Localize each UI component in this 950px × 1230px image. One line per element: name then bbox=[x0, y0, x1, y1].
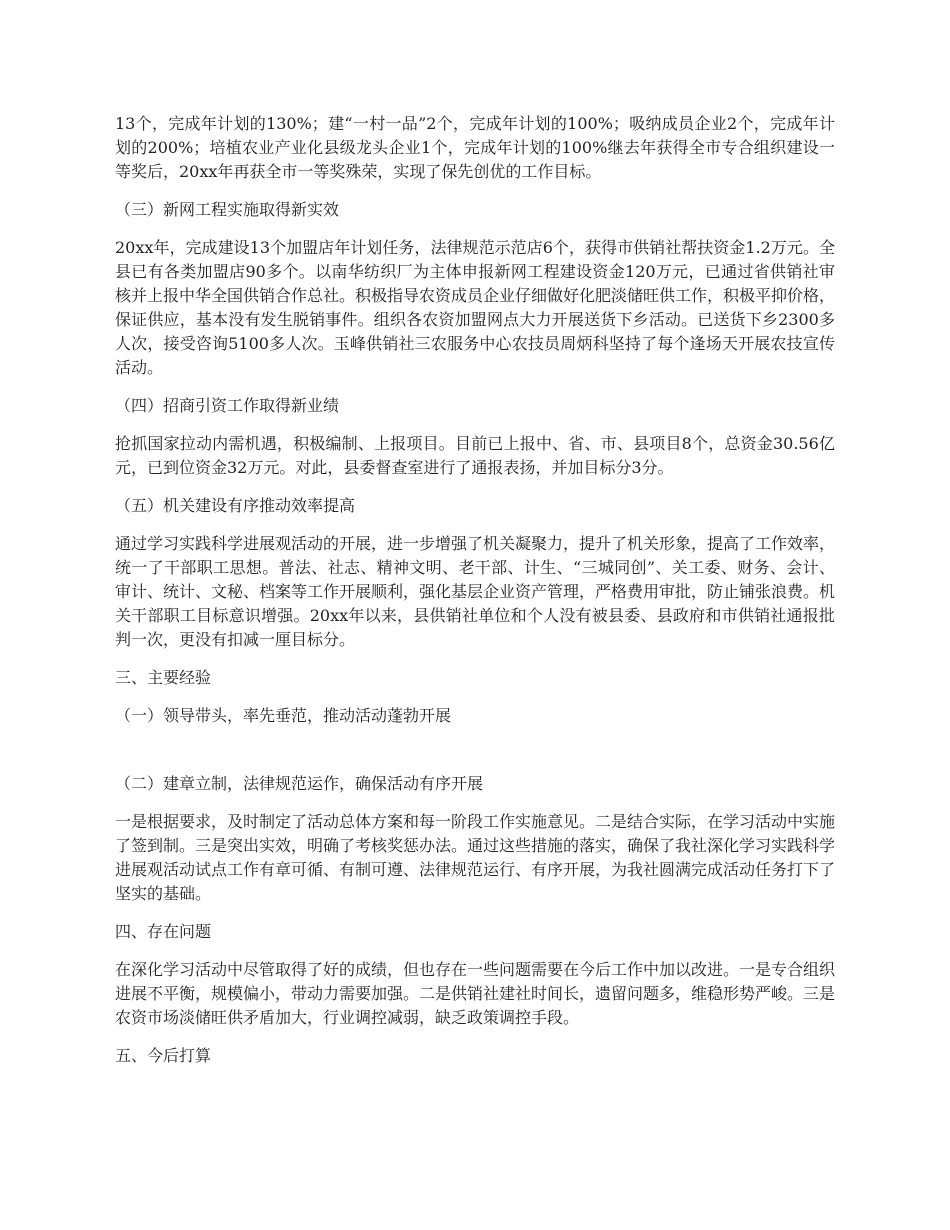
document-page bbox=[115, 112, 835, 1082]
heading-existing-problems: 四、存在问题 bbox=[115, 922, 212, 941]
paragraph-existing-problems: 在深化学习活动中尽管取得了好的成绩，但也存在一些问题需要在今后工作中加以改进。一是专合组织进展不平衡，规模偏小，带动力需要加强。二是供销社建社时间长，遗留问题多，维稳形势严峻。三是农资市场淡储旺供矛盾加大，行业调控减弱，缺乏政策调控手段。 bbox=[115, 960, 836, 1027]
paragraph-rules-system: 一是根据要求，及时制定了活动总体方案和每一阶段工作实施意见。二是结合实际，在学习活动中实施了签到制。三是突出实效，明确了考核奖惩办法。通过这些措施的落实，确保了我社深化学习实践科学进展观活动试点工作有章可循、有制可遵、法律规范运行、有序开展，为我社圆满完成活动任务打下了坚实的基础。 bbox=[115, 812, 836, 903]
blank-gap bbox=[115, 742, 835, 772]
heading-leadership-example: （一）领导带头，率先垂范，推动活动蓬勃开展 bbox=[115, 706, 452, 725]
paragraph-new-network-project: 20xx年，完成建设13个加盟店年计划任务，法律规范示范店6个，获得市供销社帮扶资金1.2万元。全县已有各类加盟店90多个。以南华纺织厂为主体申报新网工程建设资金120万元，已通过省供销社审核并上报中华全国供销合作总社。积极指导农资成员企业仔细做好化肥淡储旺供工作，积极平抑价格，保证供应，基本没有发生脱销事件。组织各农资加盟网点大力开展送货下乡活动。已送货下乡2300多人次，接受咨询5100多人次。玉峰供销社三农服务中心农技员周炳科坚持了每个逢场天开展农技宣传活动。 bbox=[115, 238, 836, 377]
heading-rules-system: （二）建章立制，法律规范运作，确保活动有序开展 bbox=[115, 774, 484, 793]
heading-investment-attraction: （四）招商引资工作取得新业绩 bbox=[115, 396, 340, 415]
heading-office-construction: （五）机关建设有序推动效率提高 bbox=[115, 496, 356, 515]
heading-future-plans: 五、今后打算 bbox=[115, 1046, 212, 1065]
heading-main-experience: 三、主要经验 bbox=[115, 668, 212, 687]
paragraph-office-construction: 通过学习实践科学进展观活动的开展，进一步增强了机关凝聚力，提升了机关形象，提高了工作效率，统一了干部职工思想。普法、社志、精神文明、老干部、计生、“三城同创”、关工委、财务、会计、审计、统计、文秘、档案等工作开展顺利，强化基层企业资产管理，严格费用审批，防止铺张浪费。机关干部职工目标意识增强。20xx年以来，县供销社单位和个人没有被县委、县政府和市供销社通报批判一次，更没有扣减一厘目标分。 bbox=[115, 534, 836, 649]
paragraph-investment-attraction: 抢抓国家拉动内需机遇，积极编制、上报项目。目前已上报中、省、市、县项目8个，总资金30.56亿元，已到位资金32万元。对此，县委督查室进行了通报表扬，并加目标分3分。 bbox=[115, 434, 835, 477]
paragraph-plan-completion: 13个，完成年计划的130%；建“一村一品”2个，完成年计划的100%；吸纳成员企业2个，完成年计划的200%；培植农业产业化县级龙头企业1个，完成年计划的100%继去年获得全市专合组织建设一等奖后，20xx年再获全市一等奖殊荣，实现了保先创优的工作目标。 bbox=[115, 114, 835, 181]
heading-new-network-project: （三）新网工程实施取得新实效 bbox=[115, 200, 340, 219]
